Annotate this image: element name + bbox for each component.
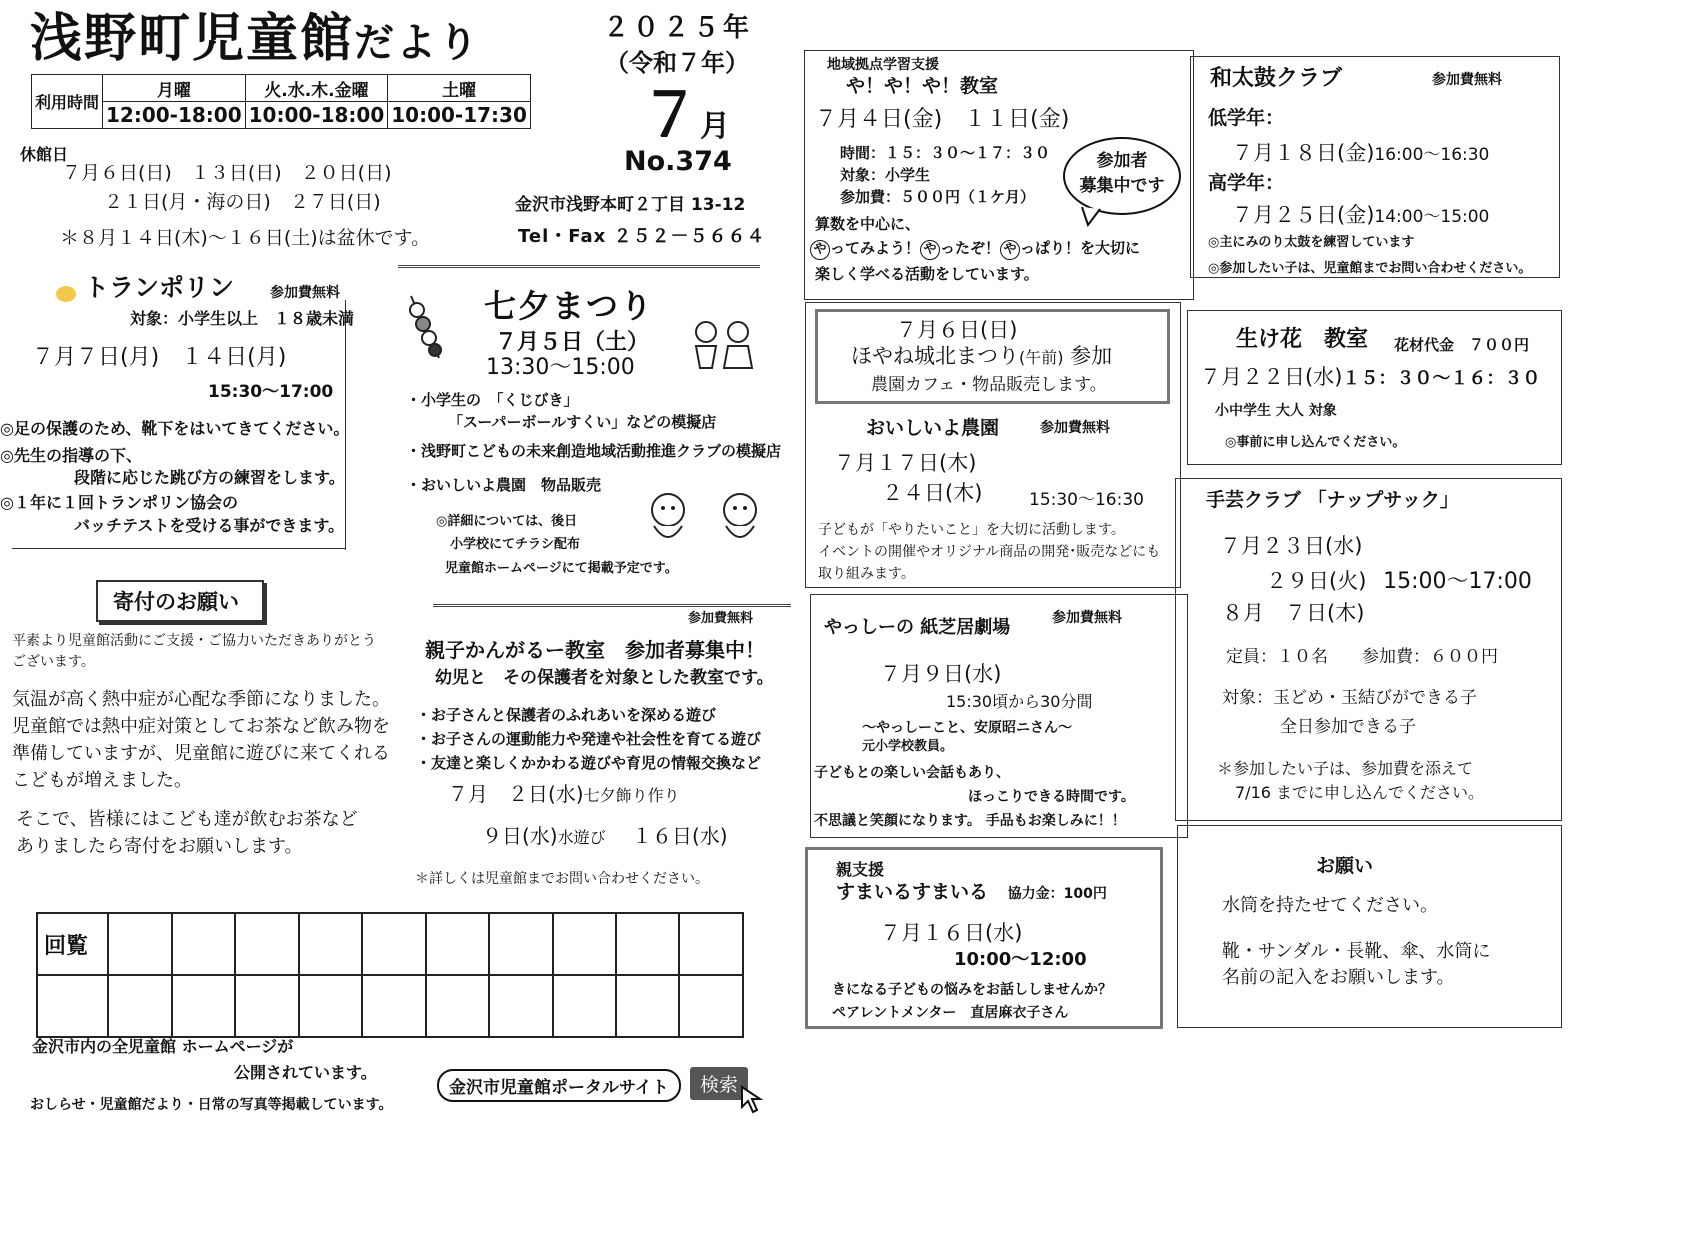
title-main: 浅野町児童館 [30, 9, 355, 69]
smile-title-row [836, 882, 1107, 904]
smile-time: 10:00～12:00 [954, 949, 1087, 970]
closed-line-2: ２１日(月・海の日) ２７日(日) [104, 191, 381, 213]
ya-circle: や [920, 240, 940, 260]
hours-time-mon: 12:00-18:00 [103, 102, 246, 129]
hours-time-sat: 10:00-17:30 [388, 102, 531, 129]
oyako-subtitle: 幼児と その保護者を対象とした教室です。 [435, 668, 774, 688]
oyako-top-rule [433, 604, 791, 607]
trampoline-note-1: ◎足の保護のため、靴下をはいてきてください。 [0, 419, 350, 438]
era: （令和７年） [605, 49, 749, 77]
tanabata-title: 七夕まつり [484, 287, 655, 325]
hours-day-mon: 月曜 [103, 75, 246, 102]
oyako-date-1-note: 七夕飾り作り [583, 786, 680, 805]
kamishibai-guest-note: 元小学校教員。 [862, 739, 954, 754]
kamishibai-date: ７月９日(水) [880, 662, 1002, 686]
yayaya-time: 時間：１５：３０～１７：３０ [840, 144, 1051, 162]
trampoline-note-5: バッチテストを受ける事ができます。 [74, 516, 345, 535]
month-unit: 月 [700, 109, 730, 144]
knapsack-time: 15:00～17:00 [1383, 569, 1532, 594]
trampoline-title: トランポリン [84, 273, 235, 302]
knapsack-date-2-row [1266, 569, 1532, 594]
roster-cell[interactable] [553, 913, 616, 975]
tanabata-time: 13:30～15:00 [486, 355, 635, 380]
yayaya-subtitle: 地域拠点学習支援 [827, 57, 939, 73]
taiko-title: 和太鼓クラブ [1210, 66, 1343, 91]
roster-cell[interactable] [489, 975, 552, 1037]
request-line-2: 靴・サンダル・長靴、傘、水筒に [1222, 941, 1491, 962]
ikebana-title: 生け花 教室 [1236, 327, 1369, 352]
farm-title: おいしいよ農園 [866, 417, 1000, 439]
knapsack-target-2: 全日参加できる子 [1280, 717, 1416, 737]
roster-cell[interactable] [37, 975, 108, 1037]
donation-p2-line-3: 準備していますが、児童館に遊びに来てくれる [12, 743, 390, 764]
ikebana-time: １５：３０～１６：３０ [1342, 368, 1541, 389]
yayaya-title: や！や！や！教室 [846, 75, 999, 97]
taiko-low-label: 低学年： [1208, 107, 1285, 129]
smile-mentor: ペアレントメンター 直居麻衣子さん [832, 1005, 1069, 1021]
ikebana-fee: 花材代金 ７００円 [1394, 336, 1530, 354]
yayaya-desc-2 [810, 240, 1140, 260]
roster-cell[interactable] [553, 975, 616, 1037]
bubble-line-2: 募集中です [1079, 175, 1165, 196]
yayaya-desc-2a: ってみよう！ [830, 239, 921, 257]
ya-circle: や [810, 240, 830, 260]
roster-cell[interactable] [108, 913, 171, 975]
taiko-low-time: 16:00～16:30 [1374, 145, 1490, 165]
donation-p2-line-1: 気温が高く熱中症が心配な季節になりました。 [12, 689, 390, 710]
closed-label: 休館日 [20, 145, 69, 164]
tanabata-item-3: ・浅野町こどもの未来創造地域活動推進クラブの模擬店 [406, 442, 782, 460]
hours-table [31, 74, 531, 129]
trampoline-note-3: 段階に応じた跳び方の練習をします。 [74, 468, 345, 487]
roster-cell[interactable] [616, 913, 679, 975]
farm-desc-2: イベントの開催やオリジナル商品の開発･販売などにも [818, 544, 1161, 560]
portal-site-link[interactable]: 金沢市児童館ポータルサイト [437, 1069, 681, 1102]
portal-line-1: 金沢市内の全児童館 ホームページが [32, 1037, 294, 1056]
tanabata-top-rule [398, 265, 760, 268]
knapsack-capacity: 定員：１０名 参加費：６００円 [1226, 647, 1498, 667]
knapsack-note-2: 7/16 までに申し込んでください。 [1235, 783, 1485, 802]
donation-p2-line-4: こどもが増えました。 [12, 770, 192, 791]
hours-label: 利用時間 [32, 75, 103, 129]
oyako-date-1 [448, 783, 680, 806]
knapsack-note-1: ＊参加したい子は、参加費を添えて [1217, 759, 1474, 778]
roster-cell[interactable] [362, 913, 425, 975]
oyako-footer: ＊詳しくは児童館までお問い合わせください。 [415, 871, 709, 887]
kamishibai-desc-2: ほっこりできる時間です。 [968, 789, 1135, 805]
hoyane-join: 参加 [1070, 344, 1113, 368]
bubble-line-1: 参加者 [1096, 151, 1148, 171]
search-button[interactable]: 検索 [690, 1067, 748, 1100]
ikebana-note: ◎事前に申し込んでください。 [1225, 435, 1406, 450]
yayaya-desc-2b: ったぞ！ [940, 239, 1001, 257]
year: ２０２５年 [603, 13, 754, 43]
hours-time-tue-fri: 10:00-18:00 [245, 102, 388, 129]
ikebana-target: 小中学生 大人 対象 [1215, 403, 1337, 419]
issue-number: No.374 [624, 146, 732, 177]
donation-title: 寄付のお願い [113, 590, 239, 614]
taiko-note-2: ◎参加したい子は、児童館までお問い合わせください。 [1208, 261, 1532, 276]
oyako-date-1-day: ７月 ２日(水) [448, 782, 584, 806]
smile-title: すまいるすまいる [836, 881, 989, 903]
chick-icon [56, 286, 76, 302]
roster-cell[interactable] [299, 913, 362, 975]
farm-time: 15:30～16:30 [1029, 490, 1144, 510]
roster-cell[interactable] [235, 975, 298, 1037]
oyako-date-2-note: 水遊び [557, 828, 606, 847]
hoyane-line-3: 農園カフェ・物品販売します。 [871, 375, 1107, 395]
knapsack-title: 手芸クラブ 「ナップサック」 [1206, 489, 1459, 511]
donation-p3-line-1: そこで、皆様にはこども達が飲むお茶など [16, 809, 358, 830]
trampoline-dates: ７月７日(月) １４日(月) [32, 345, 287, 370]
smile-fee: 協力金：100円 [1007, 886, 1107, 902]
taiko-high-label: 高学年： [1208, 172, 1285, 194]
donation-p1-line-2: ございます。 [12, 654, 95, 670]
hoyane-line-2 [851, 344, 1112, 368]
knapsack-date-1: ７月２３日(水) [1220, 534, 1363, 558]
tanabata-detail-1: ◎詳細については、後日 [436, 514, 578, 529]
farm-date-1: ７月１７日(木) [834, 451, 977, 475]
taiko-high [1232, 203, 1489, 228]
portal-line-2: 公開されています。 [234, 1063, 377, 1082]
tanabata-item-4: ・おいしいよ農園 物品販売 [406, 476, 602, 494]
donation-p2-line-2: 児童館では熱中症対策としてお茶など飲み物を [12, 716, 390, 737]
kamishibai-desc-3: 不思議と笑顔になります。 手品もお楽しみに！！ [814, 813, 1126, 829]
roster-label-cell [37, 913, 108, 975]
recruiting-bubble [1063, 137, 1181, 215]
hours-day-tue-fri: 火.水.木.金曜 [245, 75, 388, 102]
taiko-low-date: ７月１８日(金) [1232, 141, 1375, 165]
knapsack-date-3: ８月 ７日(木) [1222, 601, 1365, 625]
knapsack-date-2: ２９日(火) [1266, 569, 1367, 593]
roster-cell[interactable] [299, 975, 362, 1037]
taiko-fee: 参加費無料 [1432, 72, 1502, 88]
address: 金沢市浅野本町２丁目 13-12 [515, 195, 746, 215]
roster-cell[interactable] [616, 975, 679, 1037]
yayaya-fee: 参加費：５００円（１ケ月） [840, 188, 1036, 206]
donation-p1-line-1: 平素より児童館活動にご支援・ご協力いただきありがとう [12, 633, 376, 649]
oyako-date-2 [482, 825, 728, 848]
yayaya-dates: ７月４日(金) １１日(金) [815, 107, 1070, 132]
newsletter-title [30, 10, 480, 70]
mouse-cursor-icon [740, 1085, 766, 1115]
roster-cell[interactable] [235, 913, 298, 975]
request-title: お願い [1316, 855, 1374, 877]
roster-cell[interactable] [489, 913, 552, 975]
roster-cell[interactable] [426, 913, 489, 975]
month [640, 82, 730, 151]
request-line-3: 名前の記入をお願いします。 [1222, 967, 1455, 988]
oyako-item-3: ・友達と楽しくかかわる遊びや育児の情報交換など [416, 754, 762, 772]
portal-line-3: おしらせ・児童館だより・日常の写真等掲載しています。 [30, 1097, 393, 1113]
smile-desc: きになる子どもの悩みをお話ししませんか？ [832, 982, 1112, 998]
orihime-hikoboshi-icon [688, 316, 758, 372]
donation-p3-line-2: ありましたら寄付をお願いします。 [16, 836, 303, 857]
hoyane-morning: (午前) [1019, 348, 1064, 367]
oyako-date-3-day: １６日(水) [631, 824, 728, 848]
month-number: ７ [640, 81, 700, 151]
yayaya-desc-2c: っぱり！を大切に [1020, 239, 1141, 257]
knapsack-target-1: 対象：玉どめ・玉結びができる子 [1222, 688, 1477, 708]
trampoline-note-2: ◎先生の指導の下、 [0, 446, 142, 465]
dango-icon [405, 292, 445, 362]
tel-fax: Tel・Fax ２５２－５６６４ [518, 226, 766, 247]
yayaya-desc-1: 算数を中心に、 [815, 215, 921, 233]
roster-cell[interactable] [172, 913, 235, 975]
smile-sub: 親支援 [836, 860, 885, 879]
closed-line-3: ＊８月１４日(木)～１６日(土)は盆休です。 [60, 227, 431, 249]
tanabata-item-2: 「スーパーボールすくい」などの模擬店 [448, 413, 717, 431]
kamishibai-desc-1: 子どもとの楽しい会話もあり、 [814, 765, 1010, 781]
ikebana-date: ７月２２日(水) [1200, 365, 1343, 389]
roster-cell[interactable] [362, 975, 425, 1037]
roster-cell[interactable] [426, 975, 489, 1037]
oyako-title: 親子かんがるー教室 参加者募集中！ [425, 638, 765, 662]
oyako-date-2-day: ９日(水) [482, 824, 558, 848]
closed-line-1: ７月６日(日) １３日(日) ２０日(日) [62, 162, 392, 184]
ya-circle: や [1000, 240, 1020, 260]
roster-cell[interactable] [108, 975, 171, 1037]
smile-date: ７月１６日(水) [880, 921, 1023, 945]
trampoline-time: 15:30～17:00 [208, 382, 334, 402]
roster-cell[interactable] [679, 913, 743, 975]
farm-desc-1: 子どもが「やりたいこと」を大切に活動します。 [818, 522, 1125, 538]
farm-date-2: ２４日(木) [882, 481, 983, 505]
yayaya-target: 対象：小学生 [840, 166, 931, 184]
taiko-note-1: ◎主にみのり太鼓を練習しています [1208, 235, 1415, 250]
roster-label: 回覧 [44, 933, 89, 959]
tanabata-item-1: ・小学生の 「くじびき」 [406, 391, 579, 409]
title-sub: だより [354, 20, 481, 66]
oyako-fee: 参加費無料 [688, 611, 754, 626]
hoyane-event: ほやね城北まつり [851, 344, 1019, 368]
kamishibai-title: やっしーの 紙芝居劇場 [824, 617, 1011, 638]
trampoline-frame-bottom [12, 548, 346, 549]
kamishibai-guest: ～やっしーこと、安原昭ニさん～ [862, 720, 1072, 736]
hours-day-sat: 土曜 [388, 75, 531, 102]
farm-desc-3: 取り組みます。 [818, 566, 915, 582]
mascot-characters-icon [636, 488, 776, 552]
trampoline-note-4: ◎１年に１回トランポリン協会の [0, 493, 238, 512]
trampoline-target: 対象：小学生以上 １８歳未満 [130, 309, 355, 328]
bubble-tail [1078, 207, 1108, 227]
taiko-low [1232, 141, 1489, 166]
tanabata-date: ７月５日（土） [495, 330, 650, 355]
ikebana-schedule [1200, 365, 1540, 390]
roster-cell[interactable] [679, 975, 743, 1037]
yayaya-desc-3: 楽しく学べる活動をしています。 [815, 265, 1039, 283]
tanabata-detail-2: 小学校にてチラシ配布 [450, 537, 581, 552]
hoyane-date: ７月６日(日) [896, 318, 1018, 342]
circulation-roster [36, 912, 744, 1038]
request-line-1: 水筒を持たせてください。 [1222, 895, 1438, 916]
trampoline-fee: 参加費無料 [270, 285, 340, 301]
roster-cell[interactable] [172, 975, 235, 1037]
farm-fee: 参加費無料 [1040, 420, 1110, 436]
taiko-high-date: ７月２５日(金) [1232, 203, 1375, 227]
oyako-item-2: ・お子さんの運動能力や発達や社会性を育てる遊び [416, 730, 762, 748]
kamishibai-time: 15:30頃から30分間 [946, 692, 1093, 711]
taiko-high-time: 14:00～15:00 [1374, 207, 1490, 227]
oyako-item-1: ・お子さんと保護者のふれあいを深める遊び [416, 706, 717, 724]
kamishibai-fee: 参加費無料 [1052, 610, 1122, 626]
tanabata-detail-3: 児童館ホームページにて掲載予定です。 [445, 561, 678, 576]
